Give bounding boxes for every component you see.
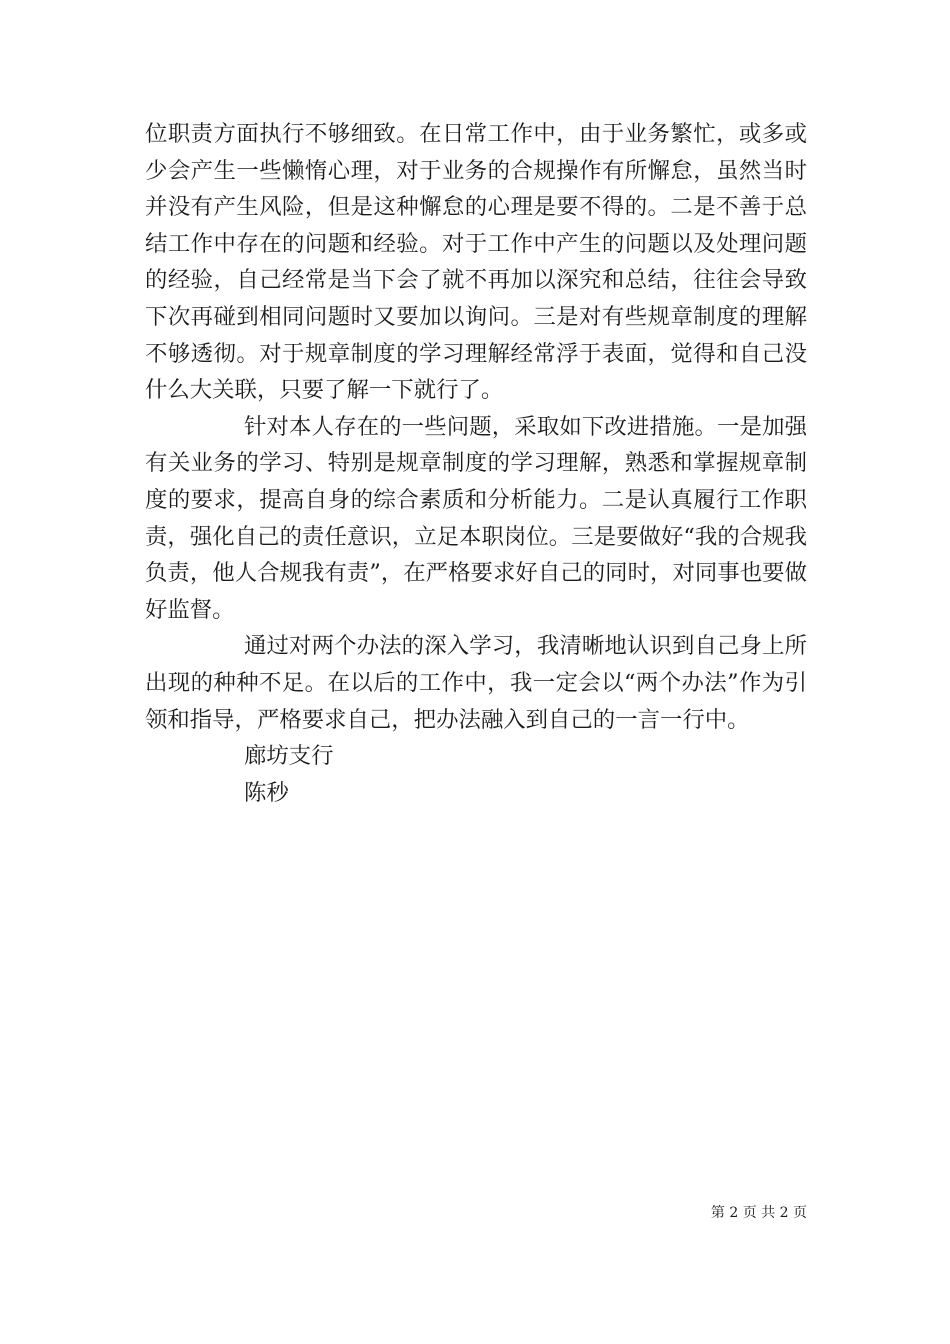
signature-branch: 廊坊支行 bbox=[244, 743, 334, 770]
paragraph-continuation: 位职责方面执行不够细致。在日常工作中，由于业务繁忙，或多或少会产生一些懒惰心理，对于业务的合规操作有所懈怠，虽然当时并没有产生风险，但是这种懈怠的心理是要不得的。二是不善于总结工作中存在的问题和经验。对于工作中产生的问题以及处理问题的经验，自己经常是当下会了就不再加以深究和总结，往往会导致下次再碰到相同问题时又要加以询问。三是对有些规章制度的理解不够透彻。对于规章制度的学习理解经常浮于表面，觉得和自己没什么大关联，只要了解一下就行了。 bbox=[145, 121, 807, 404]
paragraph-improvements: 针对本人存在的一些问题，采取如下改进措施。一是加强有关业务的学习、特别是规章制度的学习理解，熟悉和掌握规章制度的要求，提高自身的综合素质和分析能力。二是认真履行工作职责，强化自己的责任意识，立足本职岗位。三是要做好“我的合规我负责，他人合规我有责”，在严格要求好自己的同时，对同事也要做好监督。 bbox=[145, 413, 807, 623]
paragraph-conclusion: 通过对两个办法的深入学习，我清晰地认识到自己身上所出现的种种不足。在以后的工作中，我一定会以“两个办法”作为引领和指导，严格要求自己，把办法融入到自己的一言一行中。 bbox=[145, 633, 807, 733]
document-body bbox=[145, 116, 807, 811]
signature-name: 陈秒 bbox=[244, 779, 289, 806]
page-number-footer: 第 2 页 共 2 页 bbox=[710, 1205, 807, 1221]
